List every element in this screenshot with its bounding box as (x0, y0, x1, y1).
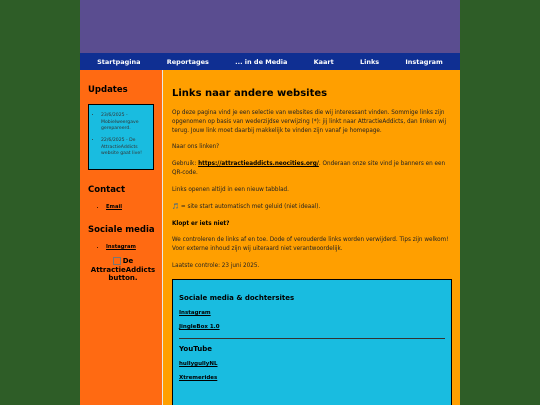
site-url-link[interactable]: https://attractieaddicts.neocities.org/ (198, 161, 319, 168)
nav-item-instagram[interactable]: Instagram (405, 57, 443, 66)
maintenance-paragraph: We controleren de links af en toe. Dode of verouderde links worden verwijderd. Tips zijn welkom! Voor externe inhoud zijn wij uiteraard niet verantwoordelijk. (172, 237, 449, 253)
page-title: Links naar andere websites (172, 88, 328, 99)
broken-image-icon (113, 257, 121, 265)
content-columns (80, 70, 460, 405)
question-text: Klopt er iets niet? (172, 220, 230, 227)
link-to-us-paragraph: Naar ons linken? (172, 144, 220, 151)
updates-box (88, 104, 154, 170)
social-list (88, 244, 162, 250)
intro-paragraph: Op deze pagina vind je een selectie van websites die wij interessant vinden. Sommige links zijn opgenomen op basis van wederzijdse verwijzing (*): jij linkt naar AttractieAddicts, dan linken wij terug. Jouw link moet daarbij makkelijk te vinden zijn vanaf je homepage. (172, 110, 447, 134)
contact-heading: Contact (88, 184, 126, 195)
divider (179, 338, 445, 339)
section-heading-social: Sociale media & dochtersites (179, 293, 295, 302)
instagram-link[interactable]: Instagram (106, 243, 136, 250)
header-banner (80, 0, 460, 53)
nav-item-reportages[interactable]: Reportages (166, 57, 209, 66)
usage-paragraph (172, 160, 452, 178)
updates-heading: Updates (88, 85, 128, 95)
nav-item-links[interactable]: Links (359, 57, 380, 66)
site-button-alt-text: De AttractieAddicts button. (90, 256, 156, 283)
update-item: • 22/6/2025 - De AttractieAddicts website gaat live! (101, 138, 149, 158)
update-item: • 23/6/2025 - Mobielweergave gerepareerd. (101, 113, 149, 133)
link-instagram[interactable]: Instagram (179, 309, 211, 316)
link-xtremerides[interactable]: Xtremerides (179, 374, 218, 381)
last-check-paragraph: Laatste controle: 23 juni 2025. (172, 263, 260, 270)
page-wrapper (80, 0, 460, 405)
email-link[interactable]: Email (106, 203, 123, 210)
links-box (172, 279, 452, 405)
usage-prefix: Gebruik: (172, 161, 199, 168)
nav-item-startpagina[interactable]: Startpagina (97, 57, 141, 66)
section-heading-youtube: YouTube (179, 344, 212, 353)
link-hullygullynl[interactable]: hullygullyNL (179, 360, 218, 367)
question-paragraph (172, 220, 452, 229)
usage-suffix: . Onderaan onze site vind je banners en een QR-code. (172, 161, 446, 177)
nav-item-kaart[interactable]: Kaart (313, 57, 334, 66)
new-tab-paragraph: Links openen altijd in een nieuw tabblad. (172, 186, 289, 193)
social-heading: Sociale media (88, 224, 155, 235)
nav-item-in-de-media[interactable]: ... in de Media (235, 57, 288, 66)
sound-note-paragraph: 🎵 = site start automatisch met geluid (niet ideaal). (172, 203, 321, 210)
main-navigation (80, 53, 460, 70)
contact-list (88, 204, 162, 210)
link-jinglebox[interactable]: JingleBox 1.0 (179, 323, 220, 330)
main-content (163, 70, 460, 405)
sidebar (80, 70, 163, 405)
site-button-image[interactable] (88, 257, 158, 283)
